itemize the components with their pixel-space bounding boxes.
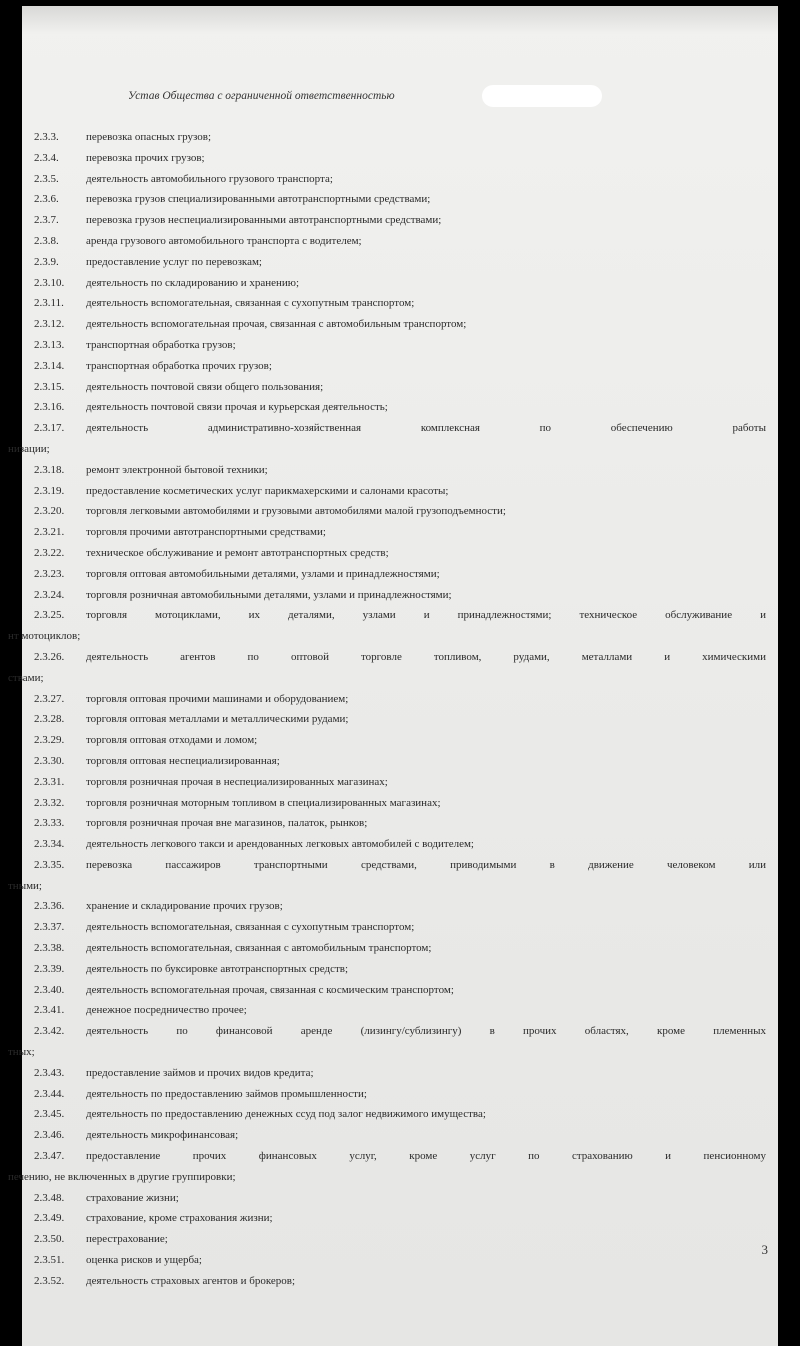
list-item: [22, 585, 778, 606]
item-text-continuation: низации;: [8, 442, 50, 455]
item-text: транспортная обработка прочих грузов;: [86, 359, 272, 372]
item-number: 2.3.35.: [34, 858, 65, 871]
list-item: [22, 793, 778, 814]
item-number: 2.3.42.: [34, 1025, 65, 1038]
list-item: [22, 189, 778, 210]
item-number: 2.3.44.: [34, 1087, 65, 1100]
item-text: хранение и складирование прочих грузов;: [86, 900, 283, 913]
item-number: 2.3.21.: [34, 526, 65, 539]
item-text-continuation: нт мотоциклов;: [8, 630, 81, 643]
item-text-continuation: тных;: [8, 1046, 35, 1059]
list-item: [22, 1229, 778, 1250]
list-item: [22, 522, 778, 543]
item-text: торговля оптовая прочими машинами и оборудованием;: [86, 692, 349, 705]
list-item: [22, 1125, 778, 1146]
activity-list: [8, 127, 778, 1292]
page-number: 3: [761, 1242, 768, 1257]
list-item: [22, 377, 778, 398]
list-item: [22, 1104, 778, 1125]
list-item: [22, 252, 778, 273]
item-text-continuation: ствами;: [8, 671, 44, 684]
item-number: 2.3.5.: [34, 172, 59, 185]
document-page: [8, 6, 778, 1346]
item-number: 2.3.14.: [34, 359, 65, 372]
item-number: 2.3.37.: [34, 921, 65, 934]
list-item: [22, 335, 778, 356]
item-text: аренда грузового автомобильного транспорта с водителем;: [86, 234, 362, 247]
list-item: [22, 273, 778, 294]
list-item: [22, 501, 778, 522]
item-number: 2.3.7.: [34, 214, 59, 227]
item-number: 2.3.43.: [34, 1066, 65, 1079]
item-text: торговля прочими автотранспортными средствами;: [86, 526, 326, 539]
item-number: 2.3.19.: [34, 484, 65, 497]
list-item: [22, 210, 778, 231]
item-text: торговля мотоциклами, их деталями, узлами и принадлежностями; техническое обслуживание и: [86, 609, 766, 622]
list-item: [22, 231, 778, 252]
list-item: [22, 772, 778, 793]
item-number: 2.3.4.: [34, 151, 59, 164]
item-number: 2.3.18.: [34, 463, 65, 476]
item-number: 2.3.6.: [34, 193, 59, 206]
item-text: деятельность по предоставлению займов промышленности;: [86, 1087, 367, 1100]
item-number: 2.3.33.: [34, 817, 65, 830]
item-text-continuation: печению, не включенных в другие группировки;: [8, 1170, 236, 1183]
item-text: торговля оптовая неспециализированная;: [86, 754, 280, 767]
list-item: [22, 709, 778, 730]
item-number: 2.3.9.: [34, 255, 59, 268]
list-item: [8, 1021, 778, 1063]
list-item: [22, 896, 778, 917]
list-item: [22, 1271, 778, 1292]
list-item: [22, 834, 778, 855]
item-number: 2.3.39.: [34, 962, 65, 975]
list-item: [22, 1188, 778, 1209]
list-item: [22, 980, 778, 1001]
item-number: 2.3.30.: [34, 754, 65, 767]
item-text: деятельность по предоставлению денежных ссуд под залог недвижимого имущества;: [86, 1108, 486, 1121]
list-item: [22, 813, 778, 834]
item-text: перевозка опасных грузов;: [86, 131, 212, 143]
item-text: деятельность вспомогательная, связанная с сухопутным транспортом;: [86, 921, 415, 934]
item-number: 2.3.34.: [34, 838, 65, 851]
item-number: 2.3.13.: [34, 338, 65, 351]
item-number: 2.3.31.: [34, 775, 65, 788]
item-text: деятельность административно-хозяйственная комплексная по обеспечению работы: [86, 422, 766, 435]
item-number: 2.3.22.: [34, 546, 65, 559]
list-item: [22, 751, 778, 772]
item-number: 2.3.10.: [34, 276, 65, 289]
list-item: [22, 397, 778, 418]
item-number: 2.3.27.: [34, 692, 65, 705]
item-text: деятельность микрофинансовая;: [86, 1129, 239, 1142]
list-item: [22, 543, 778, 564]
list-item: [22, 314, 778, 335]
item-number: 2.3.3.: [34, 131, 59, 143]
item-text: торговля легковыми автомобилями и грузовыми автомобилями малой грузоподъемности;: [86, 505, 506, 518]
item-number: 2.3.48.: [34, 1191, 65, 1204]
item-text-continuation: тными;: [8, 879, 42, 892]
redaction-mark: [482, 85, 602, 107]
list-item: [22, 293, 778, 314]
item-text: торговля розничная автомобильными деталями, узлами и принадлежностями;: [86, 588, 452, 601]
item-text: ремонт электронной бытовой техники;: [86, 463, 268, 476]
item-text: перевозка пассажиров транспортными средствами, приводимыми в движение человеком или: [86, 858, 766, 871]
list-item: [22, 1208, 778, 1229]
item-number: 2.3.25.: [34, 609, 65, 622]
list-item: [22, 730, 778, 751]
item-text: деятельность вспомогательная, связанная с сухопутным транспортом;: [86, 297, 415, 310]
item-number: 2.3.23.: [34, 567, 65, 580]
item-text: деятельность вспомогательная прочая, связанная с автомобильным транспортом;: [86, 318, 467, 331]
item-number: 2.3.15.: [34, 380, 65, 393]
item-number: 2.3.40.: [34, 983, 65, 996]
item-number: 2.3.20.: [34, 505, 65, 518]
item-text: страхование, кроме страхования жизни;: [86, 1212, 273, 1225]
item-number: 2.3.38.: [34, 942, 65, 955]
page-shadow: [22, 6, 778, 34]
list-item: [8, 647, 778, 689]
list-item: [8, 418, 778, 460]
item-text: денежное посредничество прочее;: [86, 1004, 247, 1017]
list-item: [22, 460, 778, 481]
item-number: 2.3.11.: [34, 297, 64, 310]
list-item: [22, 148, 778, 169]
item-text: предоставление услуг по перевозкам;: [86, 255, 262, 268]
list-item: [22, 481, 778, 502]
item-text: деятельность почтовой связи прочая и курьерская деятельность;: [86, 401, 388, 414]
item-text: торговля оптовая отходами и ломом;: [86, 734, 258, 747]
list-item: [8, 1146, 778, 1188]
list-item: [22, 127, 778, 148]
item-number: 2.3.41.: [34, 1004, 65, 1017]
item-text: торговля розничная прочая в неспециализированных магазинах;: [86, 775, 388, 788]
item-number: 2.3.52.: [34, 1274, 65, 1287]
item-text: торговля оптовая автомобильными деталями, узлами и принадлежностями;: [86, 567, 440, 580]
list-item: [22, 564, 778, 585]
item-number: 2.3.51.: [34, 1254, 65, 1267]
item-text: деятельность страховых агентов и брокеров;: [86, 1274, 296, 1287]
item-number: 2.3.47.: [34, 1150, 65, 1163]
list-item: [22, 1084, 778, 1105]
document-header: Устав Общества с ограниченной ответственностью: [128, 90, 395, 102]
list-item: [8, 855, 778, 897]
list-item: [22, 1250, 778, 1271]
item-text: деятельность автомобильного грузового транспорта;: [86, 172, 333, 185]
item-text: перевозка прочих грузов;: [86, 151, 205, 164]
list-item: [8, 605, 778, 647]
item-text: торговля розничная моторным топливом в специализированных магазинах;: [86, 796, 441, 809]
item-number: 2.3.36.: [34, 900, 65, 913]
item-number: 2.3.17.: [34, 422, 65, 435]
item-number: 2.3.45.: [34, 1108, 65, 1121]
item-text: торговля оптовая металлами и металлическими рудами;: [86, 713, 349, 726]
item-text: предоставление прочих финансовых услуг, кроме услуг по страхованию и пенсионному: [86, 1150, 766, 1163]
item-text: деятельность по буксировке автотранспортных средств;: [86, 962, 349, 975]
list-item: [22, 1063, 778, 1084]
item-text: перестрахование;: [86, 1233, 168, 1246]
item-number: 2.3.28.: [34, 713, 65, 726]
list-item: [22, 1000, 778, 1021]
item-text: деятельность по финансовой аренде (лизингу/сублизингу) в прочих областях, кроме племенных: [86, 1025, 766, 1038]
item-text: деятельность почтовой связи общего пользования;: [86, 380, 324, 393]
list-item: [22, 356, 778, 377]
item-text: деятельность вспомогательная, связанная с автомобильным транспортом;: [86, 942, 432, 955]
item-text: предоставление займов и прочих видов кредита;: [86, 1066, 314, 1079]
item-number: 2.3.29.: [34, 734, 65, 747]
item-text: деятельность по складированию и хранению;: [86, 276, 300, 289]
item-text: транспортная обработка грузов;: [86, 338, 236, 351]
item-text: перевозка грузов специализированными автотранспортными средствами;: [86, 193, 431, 206]
list-item: [22, 959, 778, 980]
item-number: 2.3.24.: [34, 588, 65, 601]
item-number: 2.3.32.: [34, 796, 65, 809]
item-number: 2.3.46.: [34, 1129, 65, 1142]
item-number: 2.3.50.: [34, 1233, 65, 1246]
item-number: 2.3.8.: [34, 234, 59, 247]
list-item: [22, 689, 778, 710]
item-text: деятельность вспомогательная прочая, связанная с космическим транспортом;: [86, 983, 454, 996]
item-number: 2.3.26.: [34, 650, 65, 663]
item-text: перевозка грузов неспециализированными автотранспортными средствами;: [86, 214, 442, 227]
item-number: 2.3.49.: [34, 1212, 65, 1225]
item-number: 2.3.12.: [34, 318, 65, 331]
item-text: оценка рисков и ущерба;: [86, 1254, 202, 1267]
list-item: [22, 169, 778, 190]
item-number: 2.3.16.: [34, 401, 65, 414]
list-item: [22, 917, 778, 938]
item-text: деятельность агентов по оптовой торговле топливом, рудами, металлами и химическими: [86, 650, 766, 663]
item-text: предоставление косметических услуг парикмахерскими и салонами красоты;: [86, 484, 449, 497]
item-text: деятельность легкового такси и арендованных легковых автомобилей с водителем;: [86, 838, 474, 851]
item-text: страхование жизни;: [86, 1191, 179, 1204]
item-text: техническое обслуживание и ремонт автотранспортных средств;: [86, 546, 389, 559]
item-text: торговля розничная прочая вне магазинов, палаток, рынков;: [86, 817, 368, 830]
list-item: [22, 938, 778, 959]
